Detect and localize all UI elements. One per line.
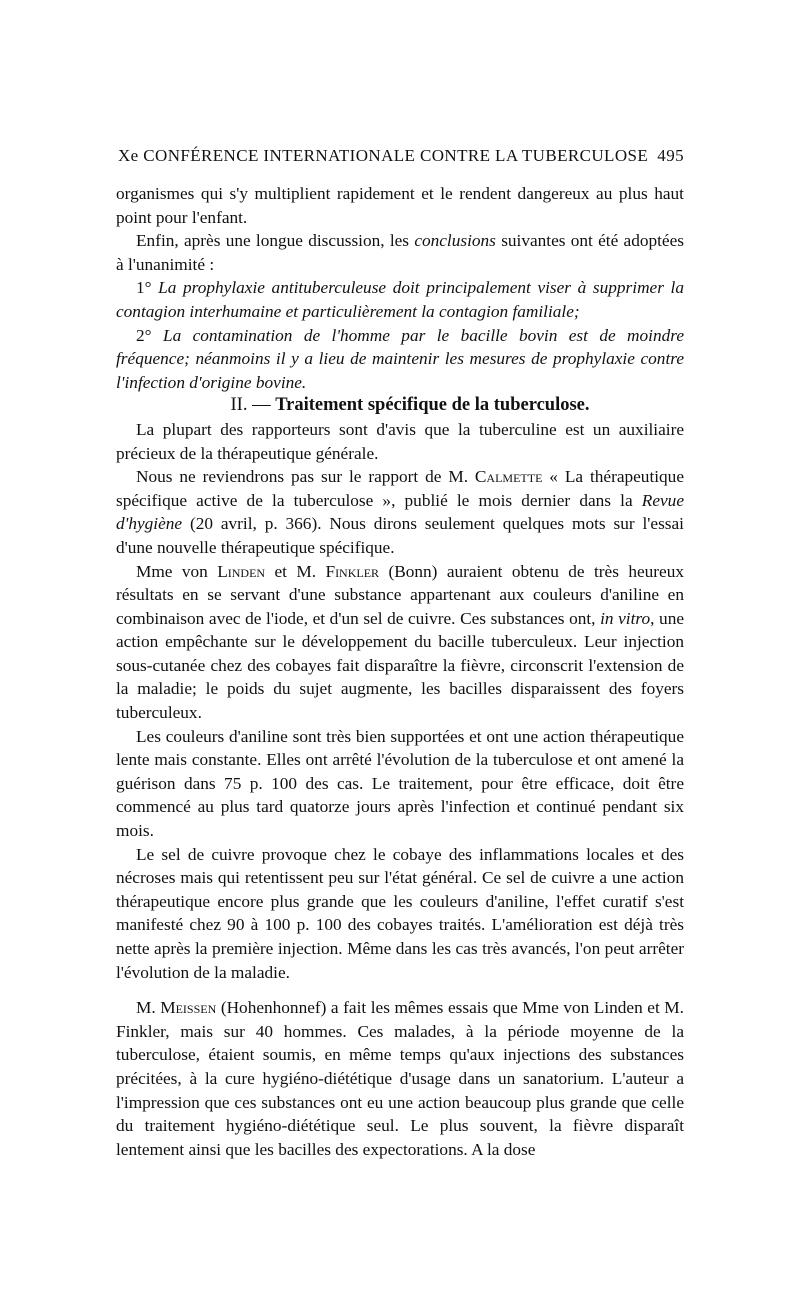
paragraph-2	[116, 229, 684, 276]
author-name: Meissen	[160, 998, 217, 1018]
paragraph-4-text-a: Nous ne reviendrons pas sur le rapport de M.	[136, 467, 475, 487]
paragraph-5-text-c: (Bonn) auraient obtenu de très heureux résultats en se servant d'une substance appartenant aux couleurs d'aniline en combinaison avec de l'iode, et d'un sel de cuivre. Ces substances ont,	[116, 561, 685, 628]
conclusion-2-text: La contamination de l'homme par le bacille bovin est de moindre fréquence; néanmoins il y a lieu de maintenir les mesures de prophylaxie contre l'infection d'origine bovine.	[116, 325, 684, 392]
section-number: II. —	[230, 395, 276, 416]
paragraph-4-text-c: (20 avril, p. 366). Nous dirons seulement quelques mots sur l'essai d'une nouvelle thérapeutique spécifique.	[116, 514, 684, 557]
paragraph-4-text-b: « La thérapeutique spécifique active de la tuberculose », publié le mois dernier dans la	[116, 467, 684, 510]
paragraph-5-text-a: Mme von	[136, 561, 218, 581]
paragraph-8	[116, 996, 684, 1161]
conclusion-1-text: La prophylaxie antituberculeuse doit principalement viser à supprimer la contagion interhumaine et particulièrement la contagion familiale;	[116, 278, 685, 321]
paragraph-2-text-c: suivantes ont été adoptées à l'unanimité :	[116, 231, 684, 274]
running-header	[118, 146, 684, 166]
paragraph-5-text-b: et M.	[265, 561, 326, 581]
conclusions-word: conclusions	[414, 231, 496, 251]
paragraph-6: Les couleurs d'aniline sont très bien supportées et ont une action thérapeutique lente mais constante. Elles ont arrêté l'évolution de la tuberculose et ont amené la guérison dans 75 p. 100 des cas. Le traitement, pour être efficace, doit être commencé au plus tard quatorze jours après l'infection et continué pendant six mois.	[116, 726, 684, 841]
section-title: Traitement spécifique de la tuberculose.	[275, 395, 590, 416]
header-title: Xe CONFÉRENCE INTERNATIONALE CONTRE LA TUBERCULOSE	[118, 146, 649, 165]
paragraph-8-text-a: M.	[136, 998, 161, 1018]
paragraph-8-text-b: (Hohenhonnef) a fait les mêmes essais que Mme von Linden et M. Finkler, mais sur 40 hommes. Ces malades, à la période moyenne de la tuberculose, étaient soumis, en même temps qu'aux injections des substances précitées, à la cure hygiéno-diététique d'usage dans un sanatorium. L'auteur a l'impression que ces substances ont eu une action beaucoup plus grande que celle du traitement hygiéno-diététique seul. Le plus souvent, la fièvre disparaît lentement ainsi que les bacilles des expectorations. A la dose	[116, 998, 684, 1159]
section-heading	[116, 394, 684, 418]
author-name: Finkler	[325, 561, 380, 581]
journal-title: Revue d'hygiène	[116, 490, 684, 534]
in-vitro-term: in vitro	[600, 608, 651, 628]
page-number: 495	[657, 146, 684, 165]
author-name: Linden	[217, 561, 266, 581]
paragraph-3: La plupart des rapporteurs sont d'avis que la tuberculine est un auxiliaire précieux de la thérapeutique générale.	[116, 419, 684, 463]
paragraph-4	[116, 465, 684, 559]
paragraph-1: organismes qui s'y multiplient rapidement et le rendent dangereux au plus haut point pour l'enfant.	[116, 184, 684, 227]
paragraph-7: Le sel de cuivre provoque chez le cobaye des inflammations locales et des nécroses mais qui retentissent peu sur l'état général. Ce sel de cuivre a une action thérapeutique encore plus grande que les couleurs d'aniline, l'effet curatif s'est manifesté chez 90 à 100 p. 100 des cobayes traités. L'amélioration est déjà très nette après la première injection. Même dans les cas très avancés, l'on peut arrêter l'évolution de la maladie.	[116, 844, 684, 982]
conclusion-1-number: 1°	[136, 278, 159, 298]
paragraph-2-text-a: Enfin, après une longue discussion, les	[136, 231, 415, 251]
paragraph-5-text-d: , une action empêchante sur le développement du bacille tuberculeux. Leur injection sous-cutanée chez des cobayes fait disparaître la fièvre, circonscrit l'extension de la maladie; le poids du sujet augmente, les bacilles disparaissent des foyers tuberculeux.	[116, 608, 685, 723]
conclusion-2-number: 2°	[136, 325, 163, 345]
paragraph-gap	[116, 984, 684, 996]
author-name: Calmette	[474, 467, 543, 487]
body-text	[116, 182, 684, 1161]
paragraph-5	[116, 560, 684, 725]
conclusion-1	[116, 276, 684, 323]
conclusion-2	[116, 324, 684, 395]
